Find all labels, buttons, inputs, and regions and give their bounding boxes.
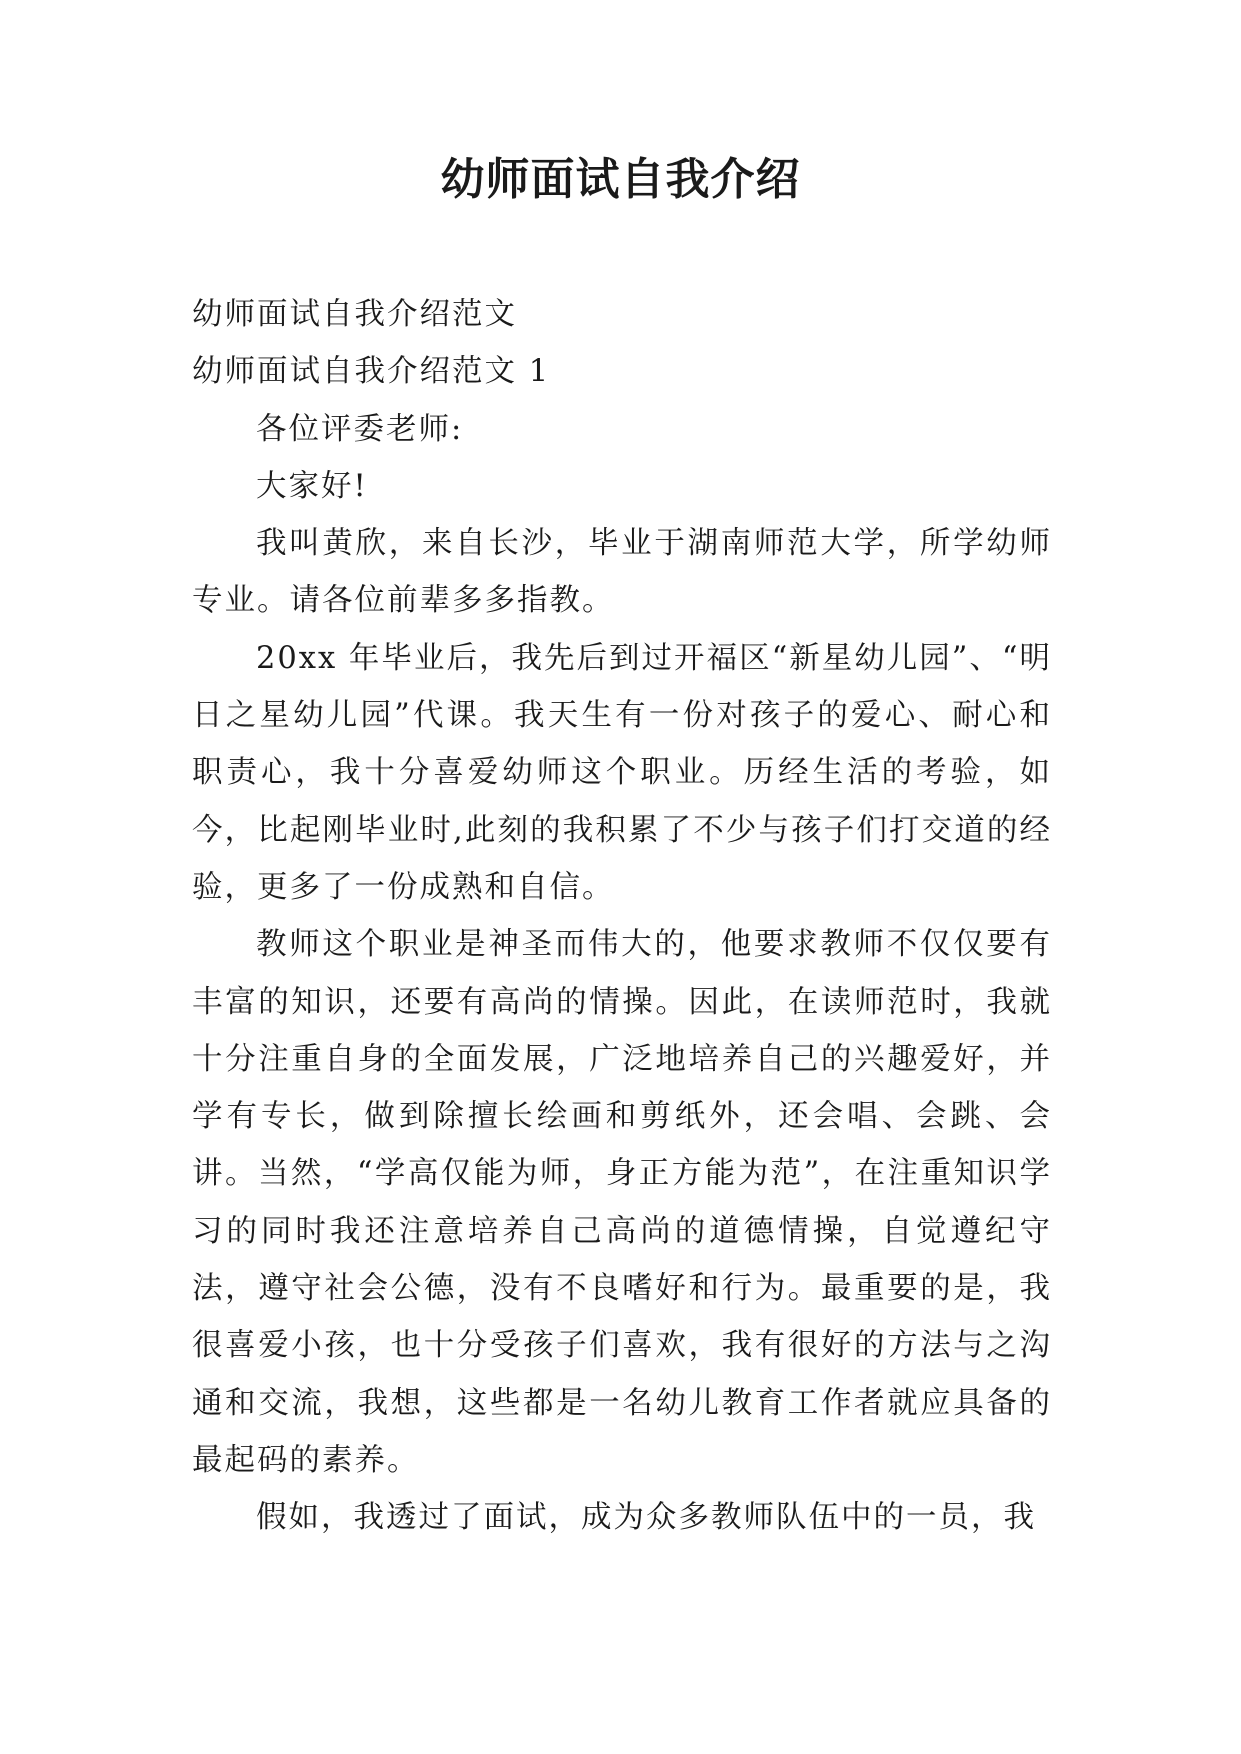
- body-paragraph: 教师这个职业是神圣而伟大的，他要求教师不仅仅要有丰富的知识，还要有高尚的情操。因此，在读师范时，我就十分注重自身的全面发展，广泛地培养自己的兴趣爱好，并学有专长，做到除擅长绘画和剪纸外，还会唱、会跳、会讲。当然，“学高仅能为师，身正方能为范”，在注重知识学习的同时我还注意培养自己高尚的道德情操，自觉遵纪守法，遵守社会公德，没有不良嗜好和行为。最重要的是，我很喜爱小孩，也十分受孩子们喜欢，我有很好的方法与之沟通和交流，我想，这些都是一名幼儿教育工作者就应具备的最起码的素养。: [192, 927, 1052, 1478]
- body-paragraph: 假如，我透过了面试，成为众多教师队伍中的一员，我: [256, 1500, 1036, 1536]
- subtitle-line: 幼师面试自我介绍范文: [192, 297, 517, 332]
- greeting-paragraph: 大家好!: [256, 468, 368, 504]
- document-body: [192, 286, 1052, 1547]
- body-paragraph: 20xx 年毕业后，我先后到过开福区“新星幼儿园”、“明日之星幼儿园”代课。我天生有一份对孩子的爱心、耐心和职责心，我十分喜爱幼师这个职业。历经生活的考验，如今，比起刚毕业时,此刻的我积累了不少与孩子们打交道的经验，更多了一份成熟和自信。: [192, 640, 1052, 905]
- body-paragraph: 我叫黄欣，来自长沙，毕业于湖南师范大学，所学幼师专业。请各位前辈多多指教。: [192, 526, 1052, 619]
- document-title: 幼师面试自我介绍: [440, 154, 801, 205]
- salutation-paragraph: 各位评委老师:: [256, 411, 464, 447]
- subtitle-line: 幼师面试自我介绍范文 1: [192, 354, 551, 390]
